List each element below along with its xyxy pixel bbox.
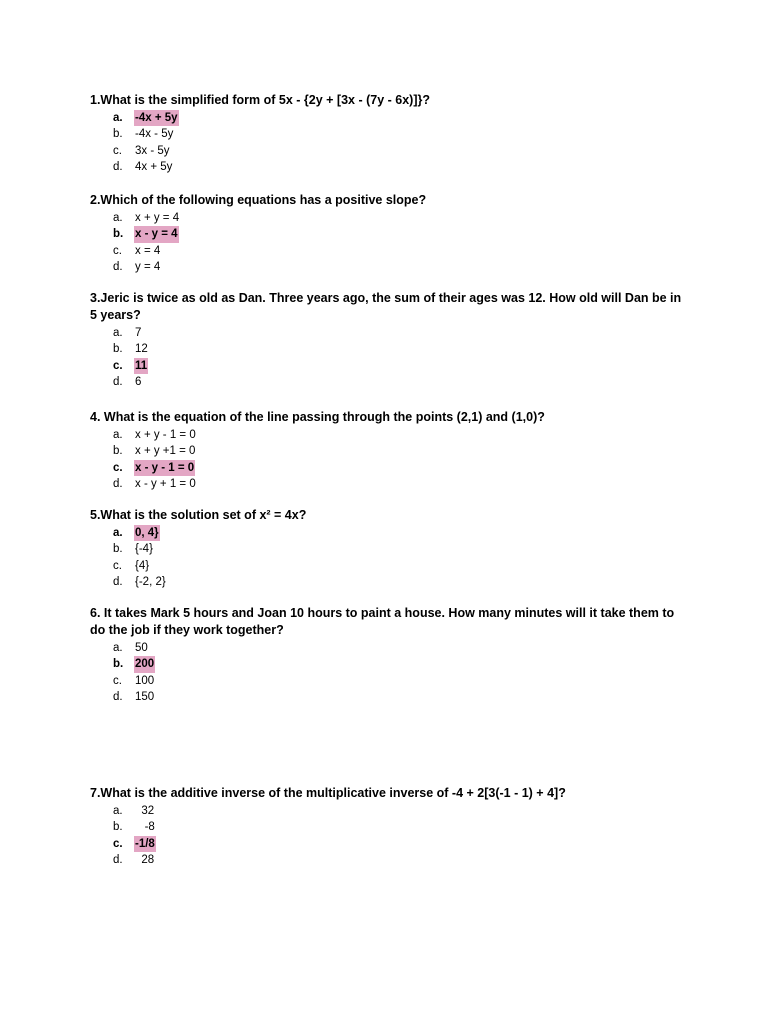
choice-item: [90, 819, 690, 835]
question-2: [90, 192, 690, 276]
choice-item-correct: [90, 358, 690, 374]
choice-item: [90, 159, 690, 175]
choice-text: 100: [135, 674, 155, 687]
choice-letter: c.: [113, 674, 122, 687]
choice-text: y = 4: [135, 261, 161, 274]
choice-item: [90, 803, 690, 819]
choice-item-correct: [90, 460, 690, 476]
choice-text: x + y = 4: [135, 212, 180, 224]
choice-letter: d.: [113, 261, 123, 274]
choice-item: [90, 243, 690, 259]
choice-letter: a.: [113, 527, 123, 539]
choice-text: 6: [135, 376, 142, 389]
choice-item: [90, 476, 690, 492]
choice-text-highlighted: 200: [134, 656, 155, 672]
choice-text: {-2, 2}: [135, 576, 166, 589]
choice-item: [90, 852, 690, 868]
choice-letter: a.: [113, 327, 123, 339]
question-text: 2.Which of the following equations has a positive slope?: [90, 193, 427, 207]
question-text: 1.What is the simplified form of 5x - {2y + [3x - (7y - 6x)]}?: [90, 93, 431, 107]
question-7: [90, 785, 690, 869]
choice-letter: a.: [113, 805, 123, 817]
choice-letter: c.: [113, 244, 122, 257]
choice-letter: a.: [113, 429, 123, 441]
choice-letter: b.: [113, 445, 123, 458]
choice-list: [90, 427, 690, 493]
choice-text: 4x + 5y: [135, 161, 173, 174]
choice-item: [90, 427, 690, 443]
choice-item: [90, 143, 690, 159]
choice-letter: a.: [113, 212, 123, 224]
choice-text: 28: [135, 854, 155, 867]
choice-item: [90, 443, 690, 459]
choice-text: -8: [135, 821, 155, 834]
choice-item-correct: [90, 226, 690, 242]
choice-text: 7: [135, 327, 142, 339]
choice-letter: d.: [113, 161, 123, 174]
choice-text: 3x - 5y: [135, 144, 170, 157]
choice-item: [90, 210, 690, 226]
choice-text: x = 4: [135, 244, 161, 257]
choice-text: 50: [135, 642, 148, 654]
choice-text-highlighted: -1/8: [134, 836, 156, 852]
choice-text-highlighted: x - y = 4: [134, 226, 179, 242]
choice-item: [90, 374, 690, 390]
question-4: [90, 409, 690, 493]
question-text: 7.What is the additive inverse of the multiplicative inverse of -4 + 2[3(-1 - 1) + 4]?: [90, 786, 566, 800]
choice-text: 12: [135, 343, 148, 356]
choice-letter: c.: [113, 359, 123, 372]
choice-text: {4}: [135, 559, 150, 572]
question-text: 5.What is the solution set of x² = 4x?: [90, 508, 307, 522]
question-text: 6. It takes Mark 5 hours and Joan 10 hours to paint a house. How many minutes will it take them to do the job if they work together?: [90, 606, 675, 637]
choice-letter: c.: [113, 144, 122, 157]
choice-letter: b.: [113, 658, 124, 671]
choice-letter: d.: [113, 576, 123, 589]
choice-letter: a.: [113, 642, 123, 654]
choice-letter: b.: [113, 543, 123, 556]
choice-item: [90, 673, 690, 689]
choice-item: [90, 558, 690, 574]
choice-letter: c.: [113, 837, 123, 850]
question-3: [90, 290, 690, 391]
choice-letter: d.: [113, 854, 123, 867]
choice-text-highlighted: 0, 4}: [134, 525, 160, 541]
choice-letter: d.: [113, 691, 123, 704]
choice-text: 150: [135, 691, 155, 704]
choice-letter: b.: [113, 228, 124, 241]
choice-item: [90, 325, 690, 341]
choice-item: [90, 541, 690, 557]
choice-letter: a.: [113, 112, 123, 124]
choice-letter: b.: [113, 343, 123, 356]
choice-letter: d.: [113, 376, 123, 389]
choice-text-highlighted: 11: [134, 358, 148, 374]
choice-item-correct: [90, 656, 690, 672]
choice-list: [90, 525, 690, 591]
choice-list: [90, 640, 690, 706]
question-text: 3.Jeric is twice as old as Dan. Three years ago, the sum of their ages was 12. How old will Dan be in 5 years?: [90, 291, 682, 322]
choice-list: [90, 325, 690, 391]
choice-item-correct: [90, 110, 690, 126]
choice-text: -4x - 5y: [135, 128, 174, 141]
choice-text-highlighted: -4x + 5y: [134, 110, 179, 126]
choice-item: [90, 126, 690, 142]
choice-letter: c.: [113, 461, 123, 474]
choice-item: [90, 640, 690, 656]
question-1: [90, 92, 690, 176]
choice-item-correct: [90, 836, 690, 852]
choice-text: 32: [135, 805, 155, 817]
choice-item: [90, 259, 690, 275]
choice-list: [90, 210, 690, 276]
choice-text-highlighted: x - y - 1 = 0: [134, 460, 195, 476]
choice-list: [90, 110, 690, 176]
choice-item-correct: [90, 525, 690, 541]
choice-text: {-4}: [135, 543, 153, 556]
question-6: [90, 605, 690, 706]
choice-letter: b.: [113, 821, 123, 834]
choice-item: [90, 574, 690, 590]
choice-list: [90, 803, 690, 869]
question-text: 4. What is the equation of the line passing through the points (2,1) and (1,0)?: [90, 410, 545, 424]
choice-letter: c.: [113, 559, 122, 572]
choice-text: x + y +1 = 0: [135, 445, 196, 458]
choice-letter: d.: [113, 478, 123, 491]
choice-text: x - y + 1 = 0: [135, 478, 196, 491]
question-5: [90, 507, 690, 591]
choice-item: [90, 341, 690, 357]
choice-text: x + y - 1 = 0: [135, 429, 196, 441]
choice-letter: b.: [113, 128, 123, 141]
choice-item: [90, 689, 690, 705]
